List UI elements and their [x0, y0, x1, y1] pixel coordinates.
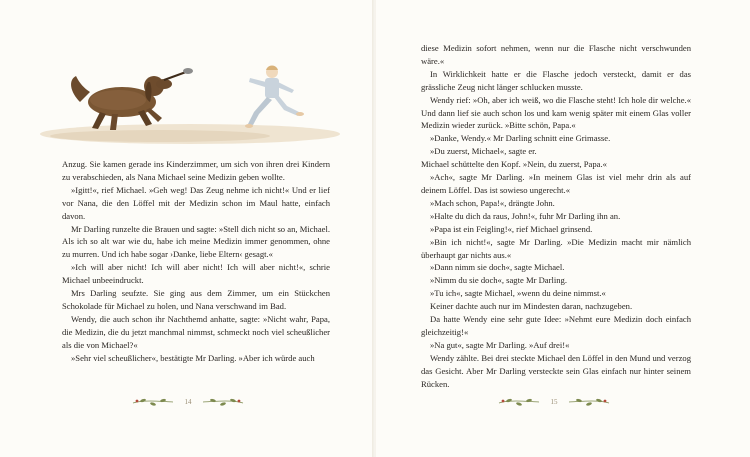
- dog-and-boy-illustration: [40, 62, 340, 148]
- paragraph: »Nimm du sie doch«, sagte Mr Darling.: [430, 275, 568, 286]
- paragraph: »Halte du dich da raus, John!«, fuhr Mr Darling ihn an.: [430, 210, 621, 221]
- paragraph: »Igitt!«, rief Michael. »Geh weg! Das Zeug nehme ich nicht!« Und er lief vor Nana, die den Löffel mit der Medizin schon im Maul hatte, einfach davon.: [62, 184, 330, 221]
- paragraph: »Mach schon, Papa!«, drängte John.: [430, 197, 555, 208]
- sprig-ornament-icon: [201, 396, 245, 408]
- paragraph: Mrs Darling seufzte. Sie ging aus dem Zimmer, um ein Stückchen Schokolade für Michael zu holen, und Nana verschwand im Bad.: [62, 288, 330, 311]
- right-page: [376, 0, 750, 457]
- sprig-ornament-icon: [131, 396, 175, 408]
- right-page-text: [421, 42, 691, 390]
- paragraph: »Sehr viel scheußlicher«, bestätigte Mr Darling. »Aber ich würde auch: [71, 352, 315, 363]
- paragraph: »Ach«, sagte Mr Darling. »In meinem Glas ist viel mehr drin als auf deinem Löffel. Das ist sowieso ungerecht.«: [421, 172, 691, 195]
- page-number-ornament: [494, 395, 614, 409]
- dog-figure: [71, 68, 193, 130]
- paragraph: »Danke, Wendy.« Mr Darling schnitt eine Grimasse.: [430, 133, 611, 144]
- paragraph: Mr Darling runzelte die Brauen und sagte: »Stell dich nicht so an, Michael. Als ich so alt war wie du, habe ich meine Medizin immer genommen, ohne zu murren. Und ich habe sogar ›Danke, liebe Eltern‹ gesagt.«: [62, 223, 330, 260]
- paragraph: »Na gut«, sagte Mr Darling. »Auf drei!«: [430, 339, 570, 350]
- page-number: 14: [184, 398, 192, 406]
- paragraph: »Du zuerst, Michael«, sagte er.: [430, 146, 537, 157]
- paragraph: »Tu ich«, sagte Michael, »wenn du deine nimmst.«: [430, 288, 606, 299]
- paragraph: Michael schüttelte den Kopf. »Nein, du zuerst, Papa.«: [421, 159, 607, 170]
- paragraph: »Dann nimm sie doch«, sagte Michael.: [430, 262, 565, 273]
- paragraph: »Ich will aber nicht! Ich will aber nicht! Ich will aber nicht!«, schrie Michael unbeeindruckt.: [62, 262, 330, 286]
- left-page: [0, 0, 374, 457]
- page-number: 15: [550, 398, 558, 406]
- paragraph: Wendy rief: »Oh, aber ich weiß, wo die Flasche steht! Ich hole dir welche.« Und dann lief sie auch schon los und kam wenig später mit einem Glas voller Medizin wieder zurück. »Bitte schön, Papa.«: [421, 94, 691, 131]
- paragraph: »Papa ist ein Feigling!«, rief Michael grinsend.: [430, 223, 593, 234]
- paragraph: »Bin ich nicht!«, sagte Mr Darling. »Die Medizin macht mir nämlich überhaupt gar nichts aus.«: [421, 236, 691, 260]
- sprig-ornament-icon: [497, 396, 541, 408]
- sprig-ornament-icon: [567, 396, 611, 408]
- paragraph: Wendy, die auch schon ihr Nachthemd anhatte, sagte: »Nicht wahr, Papa, die Medizin, die du jetzt manchmal nimmst, schmeckt noch viel scheußlicher als die von Michael?«: [62, 313, 330, 350]
- paragraph: Anzug. Sie kamen gerade ins Kinderzimmer, um sich von ihren drei Kindern zu verabschieden, als Nana Michael seine Medizin geben wollte.: [62, 159, 330, 182]
- left-page-text: [62, 158, 330, 365]
- paragraph: Da hatte Wendy eine sehr gute Idee: »Nehmt eure Medizin doch einfach gleichzeitig!«: [421, 314, 691, 337]
- page-number-ornament: [128, 395, 248, 409]
- paragraph: Wendy zählte. Bei drei steckte Michael den Löffel in den Mund und verzog das Gesicht. Aber Mr Darling versteckte sein Glas einfach nur hinter seinem Rücken.: [421, 352, 691, 389]
- paragraph: In Wirklichkeit hatte er die Flasche jedoch versteckt, damit er das grässliche Zeug nicht länger schlucken musste.: [421, 68, 691, 92]
- paragraph: Keiner dachte auch nur im Mindesten daran, nachzugeben.: [430, 301, 633, 312]
- paragraph: diese Medizin sofort nehmen, wenn nur die Flasche nicht verschwunden wäre.«: [421, 43, 691, 66]
- boy-figure: [245, 66, 304, 129]
